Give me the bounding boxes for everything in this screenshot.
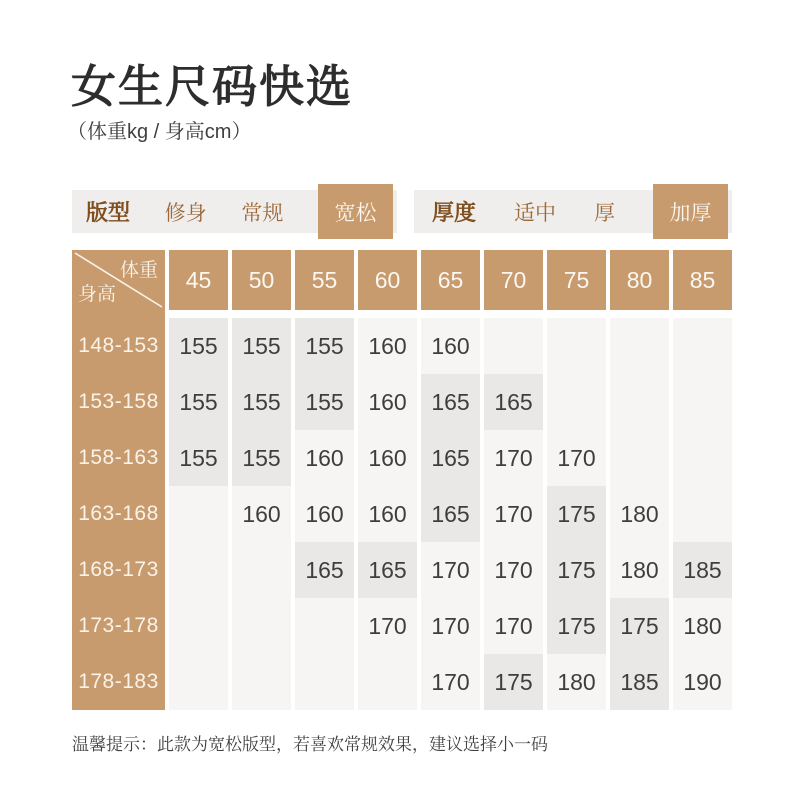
weight-header-cell: 60 [358,250,417,310]
size-cell: 165 [421,430,480,486]
height-row-label: 148-153 [78,334,159,357]
size-cell: 165 [421,374,480,430]
weight-header-cell: 70 [484,250,543,310]
weight-column-strip [673,318,732,710]
fit-option-0[interactable]: 修身 [164,201,207,225]
size-cell: 190 [683,668,722,695]
size-cell: 165 [295,542,354,598]
weight-column-strip [484,318,543,710]
height-row-label: 163-168 [78,502,159,525]
size-cell: 160 [305,444,344,471]
size-cell: 170 [494,612,533,639]
weight-column-strip [295,318,354,710]
size-cell: 160 [305,500,344,527]
size-cell: 160 [368,388,407,415]
size-cell: 170 [494,444,533,471]
size-cell: 160 [368,500,407,527]
size-cell: 155 [295,374,354,430]
weight-header-cell: 65 [421,250,480,310]
weight-header-cell: 85 [673,250,732,310]
size-cell: 170 [368,612,407,639]
fit-selector-label: 版型 [86,200,131,225]
weight-column-strip [421,318,480,710]
fit-option-2-selected[interactable]: 宽松 [318,184,393,239]
size-cell: 155 [169,374,228,430]
weight-column-strip [169,318,228,710]
weight-header-cell: 75 [547,250,606,310]
weight-header-cell: 55 [295,250,354,310]
size-cell: 165 [358,542,417,598]
size-cell: 155 [232,318,291,374]
thickness-selector-label: 厚度 [432,200,477,225]
thickness-option-0[interactable]: 适中 [514,201,556,225]
weight-header-cell: 50 [232,250,291,310]
height-row-label: 153-158 [78,390,159,413]
size-cell: 160 [431,332,470,359]
fit-option-1[interactable]: 常规 [241,201,284,225]
size-cell: 170 [431,668,470,695]
size-cell: 180 [557,668,596,695]
thickness-option-1[interactable]: 厚 [593,201,615,225]
size-cell: 175 [547,598,606,654]
size-cell: 180 [620,500,659,527]
height-row-label: 173-178 [78,614,159,637]
weight-column-strip [610,318,669,710]
page-title: 女生尺码快选 [71,61,354,112]
size-cell: 175 [547,542,606,598]
size-cell: 160 [368,444,407,471]
thickness-option-2-selected[interactable]: 加厚 [653,184,728,239]
corner-height-label: 身高 [78,284,117,305]
size-cell: 160 [368,332,407,359]
size-cell: 155 [295,318,354,374]
fit-selector-bar [72,190,397,233]
size-cell: 170 [431,612,470,639]
size-cell: 175 [484,654,543,710]
size-cell: 185 [673,542,732,598]
size-cell: 155 [232,430,291,486]
weight-header-cell: 45 [169,250,228,310]
size-cell: 180 [683,612,722,639]
size-cell: 155 [232,374,291,430]
size-cell: 155 [169,430,228,486]
height-label-column [72,250,165,710]
height-row-label: 168-173 [78,558,159,581]
size-cell: 170 [494,556,533,583]
size-cell: 185 [610,654,669,710]
corner-weight-label: 体重 [119,260,158,281]
size-cell: 165 [484,374,543,430]
size-cell: 160 [242,500,281,527]
corner-header-cell [72,250,165,310]
size-table [72,250,732,710]
thickness-selector-bar [414,190,732,233]
weight-column-strip [358,318,417,710]
height-row-label: 178-183 [78,670,159,693]
size-cell: 170 [431,556,470,583]
size-cell: 175 [610,598,669,654]
height-row-label: 158-163 [78,446,159,469]
size-cell: 155 [169,318,228,374]
weight-header-cell: 80 [610,250,669,310]
size-cell: 180 [620,556,659,583]
size-cell: 165 [421,486,480,542]
weight-column-strip [547,318,606,710]
unit-note: （体重kg / 身高cm） [67,121,252,143]
weight-column-strip [232,318,291,710]
size-cell: 170 [494,500,533,527]
size-cell: 170 [557,444,596,471]
tip-note: 温馨提示：此款为宽松版型，若喜欢常规效果，建议选择小一码 [72,735,548,754]
size-cell: 175 [547,486,606,542]
